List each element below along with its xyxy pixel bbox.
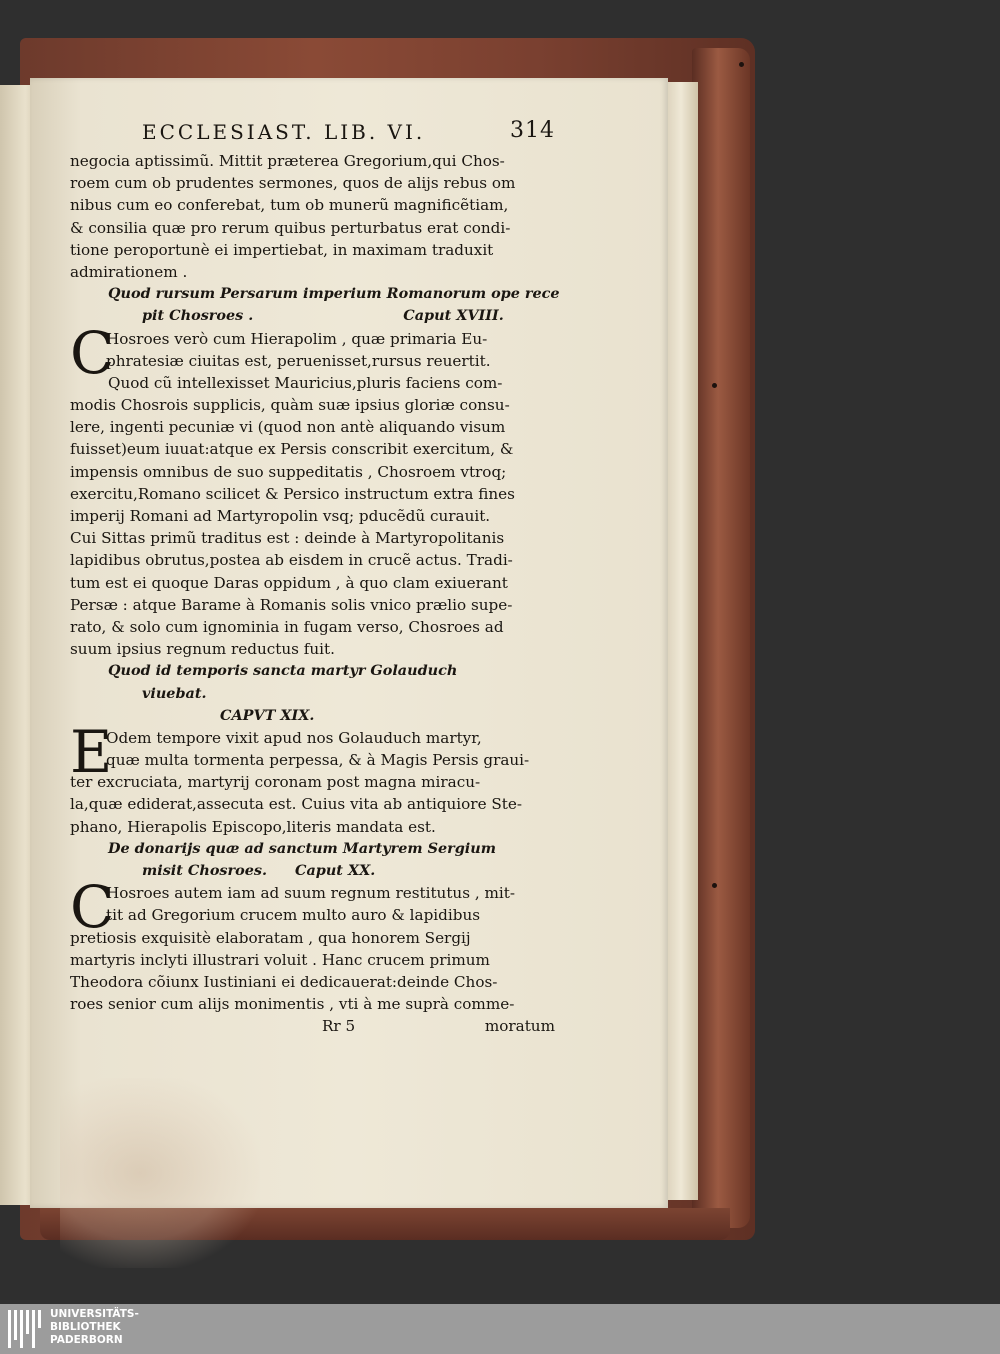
text-line: imperij Romani ad Martyropolin vsq; pducẽdũ curauit. (70, 507, 491, 525)
text-line: admirationem . (70, 262, 188, 281)
paragraph (70, 873, 555, 1015)
library-name (50, 1308, 139, 1347)
chapter-heading-line (70, 283, 560, 305)
page-footer-line (70, 1015, 555, 1037)
text-line: martyris inclyti illustrari voluit . Hanc crucem primum (70, 950, 490, 969)
heading-text: Quod id temporis sancta martyr Golauduch (108, 662, 458, 680)
drop-capital: E (70, 717, 113, 786)
text-line: roem cum ob prudentes sermones, quos de alijs rebus om (70, 174, 516, 193)
text-line: phano, Hierapolis Episcopo,literis mandata est. (70, 817, 436, 836)
text-line: Persæ : atque Barame à Romanis solis vnico prælio supe- (70, 595, 513, 614)
heading-text: pit Chosroes . (142, 307, 254, 325)
page-text (70, 118, 560, 1038)
book-cover-edge (692, 48, 750, 1228)
text-line: rato, & solo cum ignominia in fugam verso, Chosroes ad (70, 617, 504, 636)
text-line: quæ multa tormenta perpessa, & à Magis Persis graui- (106, 751, 530, 770)
text-line: tione peroportunè ei impertiebat, in maximam traduxit (70, 240, 494, 259)
heading-text: misit Chosroes. (142, 862, 267, 879)
heading-text: Quod rursum Persarum imperium Romanorum ope rece (108, 285, 560, 303)
binding-nail (712, 383, 717, 388)
text-line: lapidibus obrutus,postea ab eisdem in crucẽ actus. Tradi- (70, 551, 513, 570)
text-line: Odem tempore vixit apud nos Golauduch martyr, (106, 728, 482, 747)
library-name-line: UNIVERSITÄTS- (50, 1308, 139, 1320)
text-line: tum est ei quoque Daras oppidum , à quo clam exiuerant (70, 573, 508, 592)
text-line: Hosroes verò cum Hierapolim , quæ primaria Eu- (106, 329, 488, 348)
text-line: modis Chosrois supplicis, quàm suæ ipsius gloriæ consu- (70, 396, 510, 415)
text-line: ter excruciata, martyrij coronam post magna miracu- (70, 773, 481, 792)
binding-nail (712, 883, 717, 888)
library-logo-icon (8, 1310, 46, 1348)
text-line: la,quæ ediderat,assecuta est. Cuius vita ab antiquiore Ste- (70, 795, 523, 814)
paragraph (70, 717, 555, 838)
chapter-heading-line (70, 838, 555, 860)
chapter-heading-line (70, 660, 555, 682)
heading-text: De donarijs quæ ad sanctum Martyrem Sergium (108, 839, 496, 857)
chapter-heading-line (70, 683, 555, 705)
chapter-number: CAPVT XIX. (220, 706, 315, 724)
signature-mark: Rr 5 (322, 1017, 356, 1036)
library-name-line: PADERBORN (50, 1334, 123, 1346)
text-line: nibus cum eo conferebat, tum ob munerũ magnificẽtiam, (70, 196, 509, 215)
chapter-number: Caput XVIII. (403, 307, 504, 325)
text-line: phratesiæ ciuitas est, peruenisset,rursus reuertit. (106, 351, 491, 370)
text-line: exercitu,Romano scilicet & Persico instructum extra fines (70, 484, 515, 503)
text-line: Theodora cõiunx Iustiniani ei dedicauerat:deinde Chos- (70, 972, 498, 991)
library-banner (0, 1304, 1000, 1354)
text-line: Quod cũ intellexisset Mauricius,pluris faciens com- (108, 373, 503, 392)
text-line: tit ad Gregorium crucem multo auro & lapidibus (106, 906, 481, 925)
text-line: pretiosis exquisitè elaboratam , qua honorem Sergij (70, 928, 471, 947)
folio-number: 314 (510, 118, 555, 143)
running-head: ECCLESIAST. LIB. VI. (142, 120, 426, 144)
heading-text: viuebat. (142, 684, 207, 702)
text-line: Hosroes autem iam ad suum regnum restitutus , mit- (106, 884, 515, 903)
text-line: Cui Sittas primũ traditus est : deinde à Martyropolitanis (70, 529, 505, 548)
text-line: impensis omnibus de suo suppeditatis , Chosroem vtroq; (70, 462, 507, 481)
library-name-line: BIBLIOTHEK (50, 1321, 121, 1333)
page-stack (664, 82, 698, 1200)
text-line: suum ipsius regnum reductus fuit. (70, 640, 335, 659)
chapter-number: Caput XX. (294, 862, 376, 879)
text-line: fuisset)eum iuuat:atque ex Persis conscribit exercitum, & (70, 440, 514, 459)
drop-capital: C (70, 873, 115, 942)
text-line: & consilia quæ pro rerum quibus perturbatus erat condi- (70, 218, 511, 237)
text-line: lere, ingenti pecuniæ vi (quod non antè aliquando visum (70, 418, 506, 437)
drop-capital: C (70, 318, 115, 387)
page-body (70, 150, 560, 1015)
water-stain (60, 1078, 260, 1268)
catchword: moratum (484, 1017, 555, 1036)
chapter-heading-line (70, 860, 555, 882)
page-header (70, 120, 555, 150)
text-line: negocia aptissimũ. Mittit præterea Gregorium,qui Chos- (70, 152, 505, 170)
text-line: roes senior cum alijs monimentis , vti à me suprà comme- (70, 995, 515, 1014)
chapter-heading-line (70, 305, 555, 327)
binding-nail (739, 62, 744, 67)
